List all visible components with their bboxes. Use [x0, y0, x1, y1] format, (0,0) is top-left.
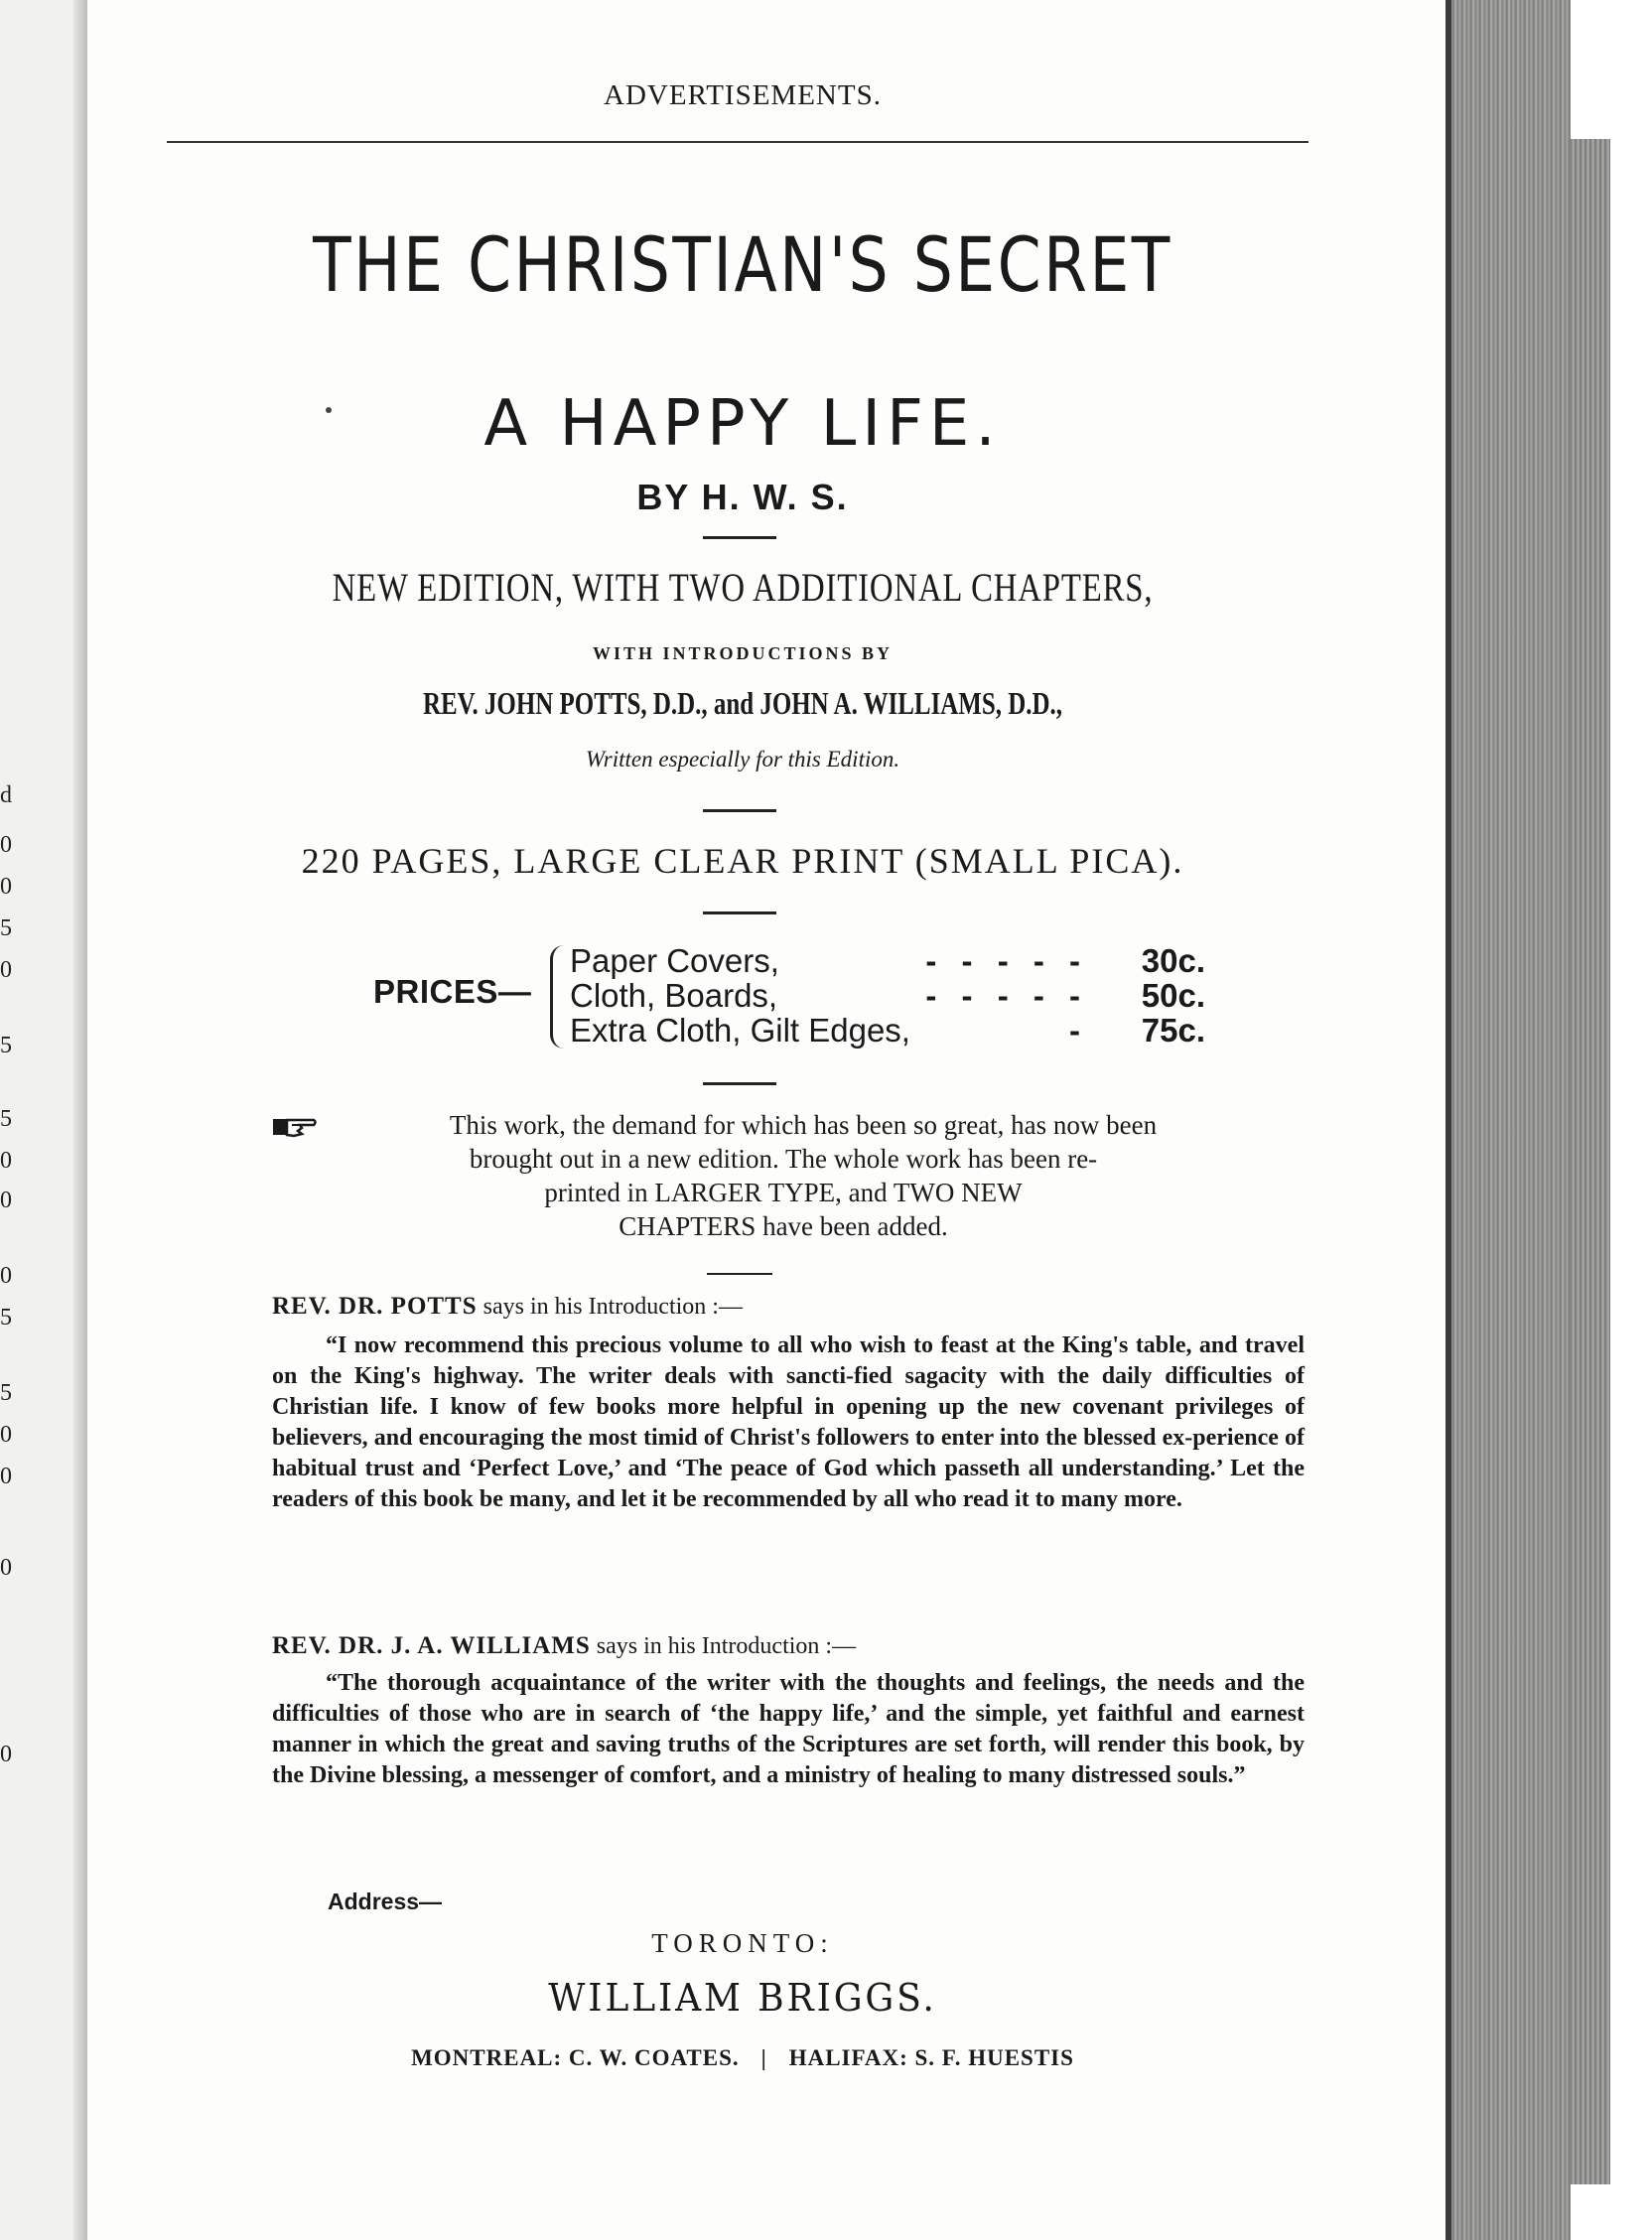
notice-line: brought out in a new edition. The whole work has been re- [469, 1144, 1098, 1174]
price-item: Cloth, Boards, [570, 977, 778, 1014]
margin-fragment: d [0, 782, 12, 808]
page-stack-edge [1451, 0, 1571, 2240]
left-page-gutter [0, 0, 90, 2240]
quote-says: says in his Introduction :— [596, 1633, 857, 1659]
written-note: Written especially for this Edition. [585, 747, 900, 771]
margin-fragment: 0 [0, 1148, 12, 1174]
publisher-city: TORONTO: [651, 1928, 834, 1958]
divider-rule [703, 911, 776, 914]
price-row [570, 943, 1205, 978]
gutter-shadow [73, 0, 87, 2240]
publisher-name: WILLIAM BRIGGS. [548, 1976, 937, 2020]
price-amount: 50c. [1141, 977, 1205, 1014]
prices-label: PRICES— [373, 973, 532, 1010]
divider-rule [707, 1273, 772, 1275]
running-header: ADVERTISEMENTS. [604, 79, 882, 111]
author-byline: BY H. W. S. [636, 477, 849, 517]
book-subtitle: A HAPPY LIFE. [483, 387, 1002, 461]
agents-line [87, 2045, 1398, 2071]
williams-quote-heading [272, 1632, 1305, 1660]
book-title: THE CHRISTIAN'S SECRET [313, 220, 1172, 309]
margin-fragment: 5 [0, 1106, 12, 1132]
price-item: Extra Cloth, Gilt Edges, [570, 1012, 910, 1049]
halifax-agent: HALIFAX: S. F. HUESTIS [788, 2045, 1074, 2070]
margin-fragment: 0 [0, 1464, 12, 1489]
price-row [570, 978, 1205, 1013]
notice-line: printed in LARGER TYPE, and TWO NEW [544, 1178, 1023, 1207]
montreal-agent: MONTREAL: C. W. COATES. [411, 2045, 740, 2070]
margin-fragment: 0 [0, 1555, 12, 1581]
quote-says: says in his Introduction :— [482, 1294, 743, 1320]
potts-quote-heading [272, 1293, 1305, 1321]
price-item: Paper Covers, [570, 942, 779, 979]
divider-rule [703, 809, 776, 812]
address-label: Address— [328, 1889, 443, 1914]
edition-line: NEW EDITION, WITH TWO ADDITIONAL CHAPTERS, [332, 565, 1154, 610]
introductions-label: WITH INTRODUCTIONS BY [592, 643, 894, 663]
potts-quote-body [272, 1330, 1305, 1515]
margin-fragment: 0 [0, 1742, 12, 1767]
margin-fragment: 5 [0, 1305, 12, 1330]
margin-fragment: 5 [0, 1380, 12, 1406]
margin-fragment: 5 [0, 1033, 12, 1058]
advertisement-page [87, 0, 1446, 2240]
quote-speaker: REV. DR. POTTS [272, 1293, 478, 1320]
price-leader: - - - - - [925, 942, 1088, 979]
pages-description: 220 PAGES, LARGE CLEAR PRINT (SMALL PICA). [301, 841, 1184, 881]
quote-text: “The thorough acquaintance of the writer with the thoughts and feelings, the needs and the difficulties of those who are in search of ‘the happy life,’ and the simple, yet faithful and earnest manner in which the great and saving truths of the Scriptures are set forth, will render this book, by the Divine blessing, a messenger of comfort, and a ministry of healing to many distressed souls.” [272, 1670, 1305, 1788]
divider-rule [703, 536, 776, 539]
page-stack-inner [1571, 139, 1610, 2184]
introduction-authors: REV. JOHN POTTS, D.D., and JOHN A. WILLIAMS, D.D., [422, 685, 1062, 721]
price-amount: 30c. [1141, 942, 1205, 979]
margin-fragment: 0 [0, 957, 12, 983]
margin-fragment: 0 [0, 1263, 12, 1289]
price-list [570, 943, 1205, 1048]
margin-fragment: 5 [0, 915, 12, 941]
notice-line: This work, the demand for which has been so great, has now been [449, 1110, 1158, 1140]
margin-fragment: 0 [0, 832, 12, 858]
notice-line: CHAPTERS have been added. [619, 1211, 948, 1241]
margin-fragment: 0 [0, 1188, 12, 1213]
price-amount: 75c. [1141, 1012, 1205, 1049]
header-rule [167, 141, 1308, 143]
quote-speaker: REV. DR. J. A. WILLIAMS [272, 1632, 591, 1659]
price-brace [550, 945, 569, 1049]
williams-quote-body [272, 1668, 1305, 1791]
margin-fragment: 0 [0, 1422, 12, 1448]
agents-separator: | [760, 2045, 767, 2070]
price-leader: - - - - - [925, 977, 1088, 1014]
quote-text: “I now recommend this precious volume to all who wish to feast at the King's table, and travel on the King's highway. The writer deals with sancti-fied sagacity with the daily difficulties of Christian life. I know of few books more helpful in opening up the new covenant privileges of believers, and encouraging the most timid of Christ's followers to enter into the blessed ex-perience of habitual trust and ‘Perfect Love,’ and ‘The peace of God which passeth all understanding.’ Let the readers of this book be many, and let it be recommended by all who read it to many more. [272, 1332, 1305, 1512]
divider-rule [703, 1082, 776, 1085]
price-row [570, 1013, 1205, 1048]
edition-notice [272, 1108, 1295, 1243]
margin-fragment: 0 [0, 874, 12, 900]
price-leader: - [1069, 1012, 1088, 1049]
